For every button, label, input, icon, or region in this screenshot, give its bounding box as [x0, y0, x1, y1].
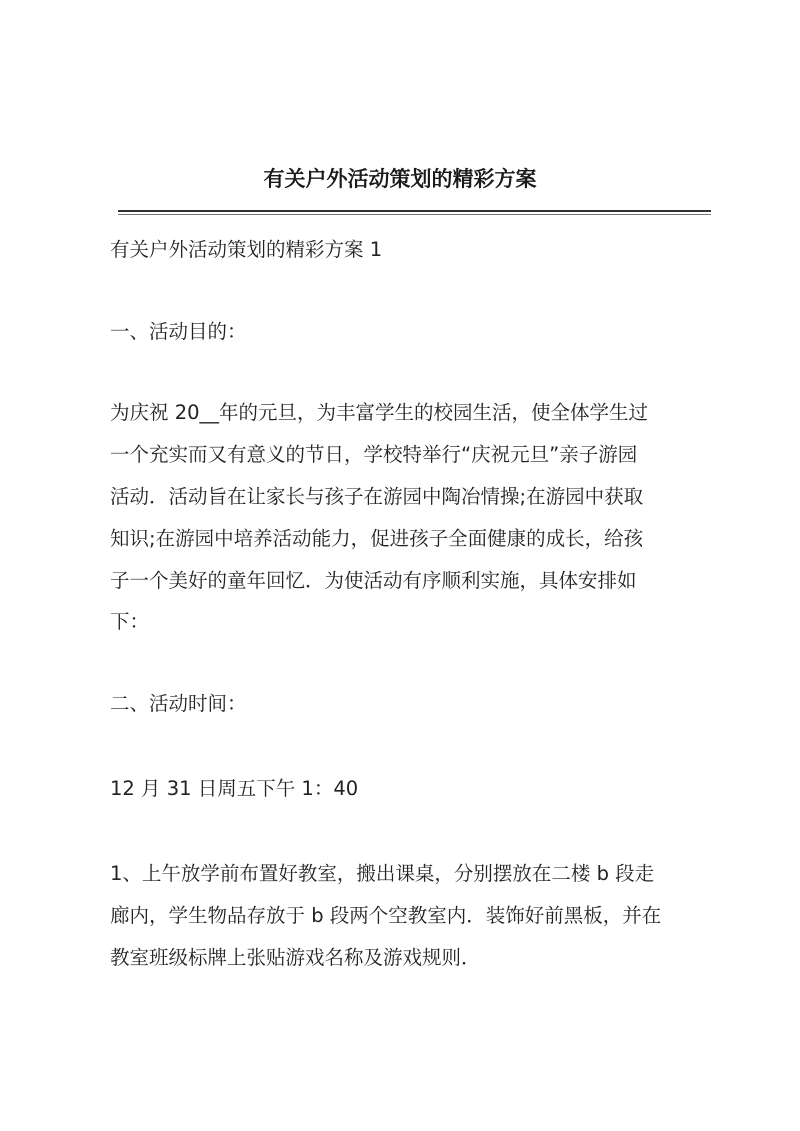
item1-line: 教室班级标牌上张贴游戏名称及游戏规则．: [110, 946, 481, 969]
section2-heading: 二、活动时间：: [110, 692, 247, 715]
section1-line: 知识;在游园中培养活动能力，促进孩子全面健康的成长，给孩: [110, 527, 644, 550]
title-rule-thin: [118, 214, 711, 215]
section2-time: 12 月 31 日周五下午 1：40: [110, 777, 359, 800]
item1-line: 1、上午放学前布置好教室，搬出课桌，分别摆放在二楼 b 段走: [110, 862, 655, 885]
document-title: 有关户外活动策划的精彩方案: [263, 166, 537, 191]
title-rule-thick: [118, 210, 711, 212]
section1-line: 下：: [110, 610, 150, 633]
section1-line: 子一个美好的童年回忆．为使活动有序顺利实施，具体安排如: [110, 569, 637, 592]
item1-line: 廊内，学生物品存放于 b 段两个空教室内．装饰好前黑板，并在: [110, 904, 662, 927]
document-subtitle: 有关户外活动策划的精彩方案 1: [110, 238, 383, 261]
section1-line: 一个充实而又有意义的节日，学校特举行“庆祝元旦”亲子游园: [110, 443, 638, 466]
section1-line: 活动．活动旨在让家长与孩子在游园中陶冶情操;在游园中获取: [110, 485, 644, 508]
section1-heading: 一、活动目的：: [110, 320, 247, 343]
section1-line: 为庆祝 20__年的元旦，为丰富学生的校园生活，使全体学生过: [110, 401, 649, 424]
